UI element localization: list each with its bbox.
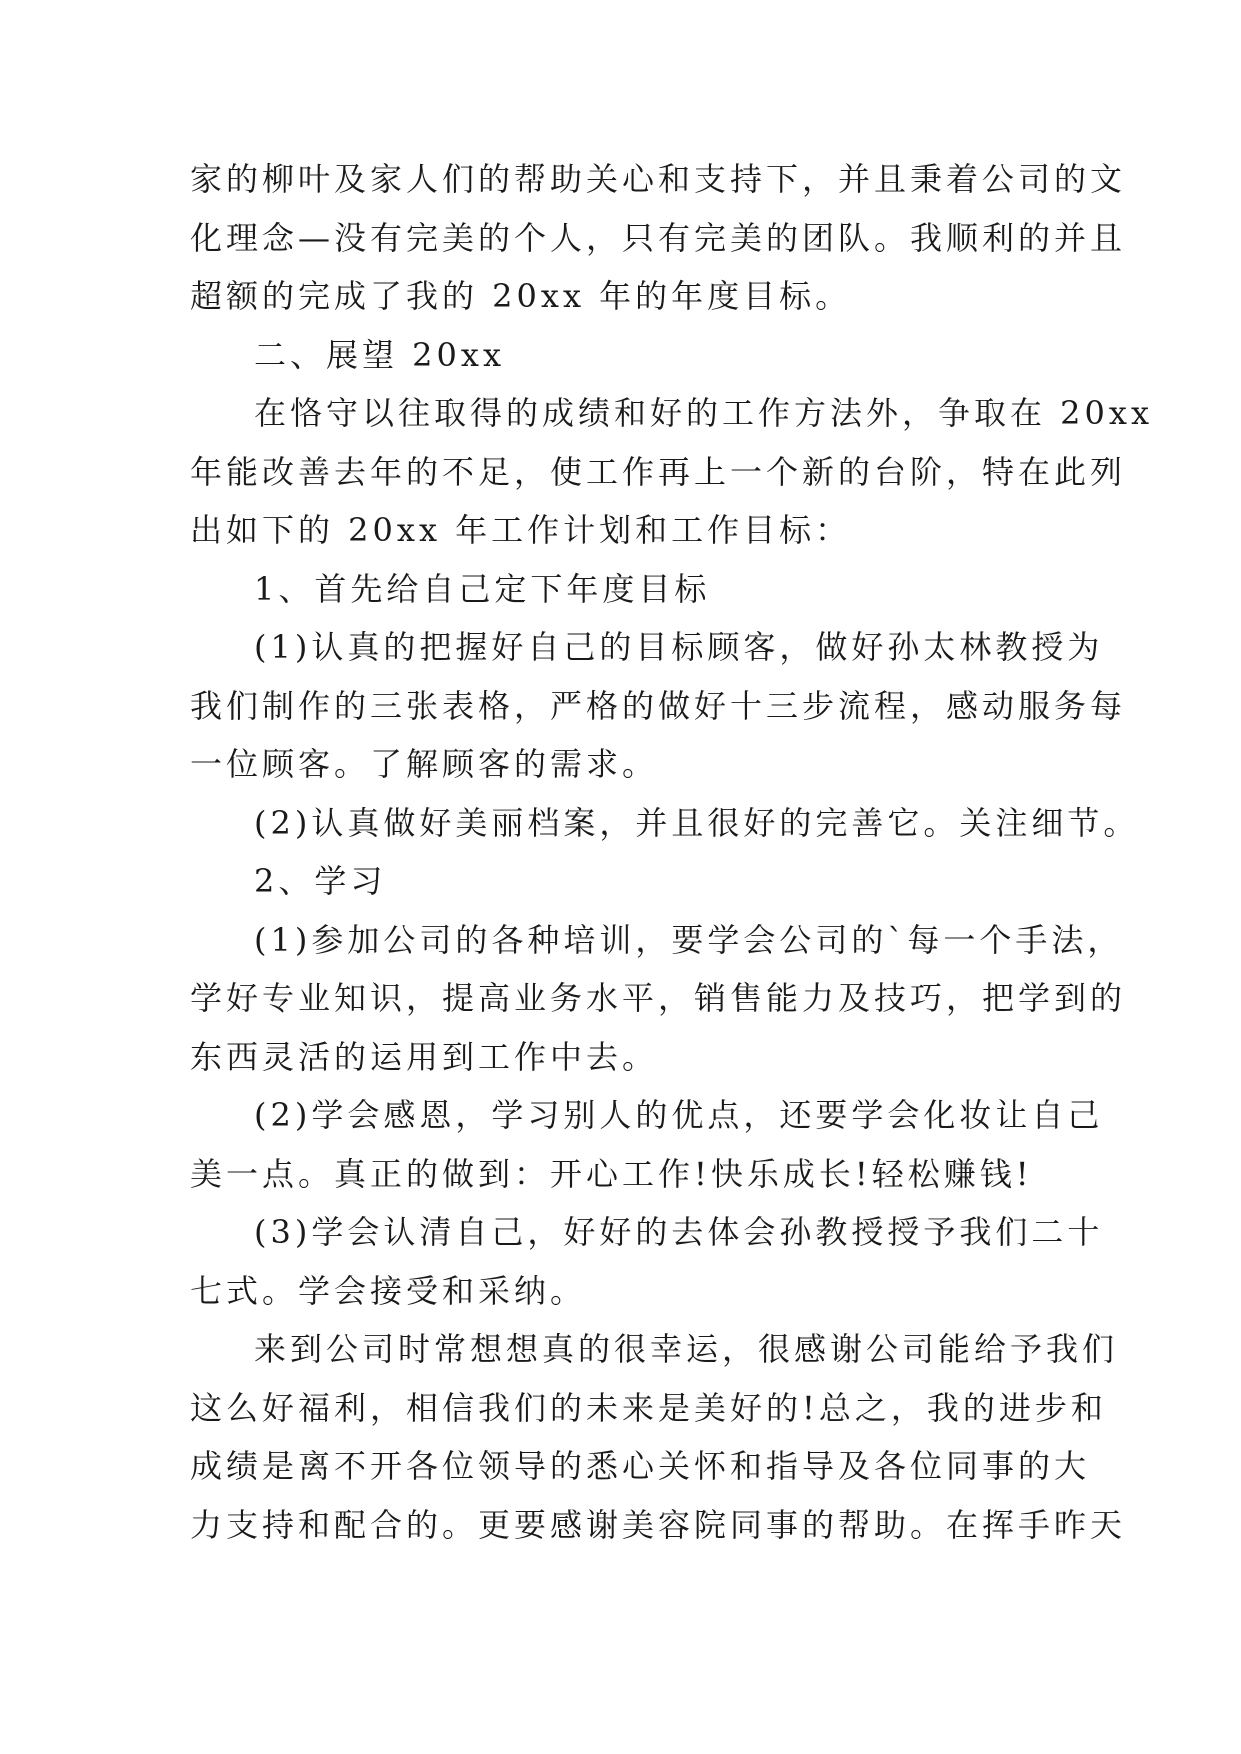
text-line: (1)认真的把握好自己的目标顾客，做好孙太林教授为 [254,628,1104,666]
text-line: 美一点。真正的做到：开心工作!快乐成长!轻松赚钱! [190,1154,1033,1193]
text-line: 在恪守以往取得的成绩和好的工作方法外，争取在 20xx [254,394,1153,432]
text-line: 1、首先给自己定下年度目标 [254,569,711,608]
text-line: 成绩是离不开各位领导的悉心关怀和指导及各位同事的大 [190,1447,1091,1485]
text-line: 学好专业知识，提高业务水平，销售能力及技巧，把学到的 [190,979,1127,1017]
text-line: 这么好福利，相信我们的未来是美好的!总之，我的进步和 [190,1388,1107,1427]
text-line: 东西灵活的运用到工作中去。 [190,1037,659,1076]
text-line: 化理念—没有完美的个人，只有完美的团队。我顺利的并且 [190,218,1127,257]
text-line: 我们制作的三张表格，严格的做好十三步流程，感动服务每 [190,686,1127,725]
text-line: (2)学会感恩，学习别人的优点，还要学会化妆让自己 [254,1096,1104,1134]
document-page [190,150,1153,1554]
text-line: 2、学习 [254,862,387,900]
text-line: 年能改善去年的不足，使工作再上一个新的台阶，特在此列 [190,452,1127,491]
text-line: 七式。学会接受和采纳。 [190,1271,587,1310]
text-line: (1)参加公司的各种培训，要学会公司的`每一个手法， [254,920,1124,959]
text-line: 超额的完成了我的 20xx 年的年度目标。 [190,277,852,315]
text-line: 来到公司时常想想真的很幸运，很感谢公司能给予我们 [254,1330,1119,1368]
text-line: 力支持和配合的。更要感谢美容院同事的帮助。在挥手昨天 [190,1505,1127,1544]
text-line: 出如下的 20xx 年工作计划和工作目标： [190,511,852,549]
text-line: (3)学会认清自己，好好的去体会孙教授授予我们二十 [254,1213,1104,1251]
text-line: (2)认真做好美丽档案，并且很好的完善它。关注细节。 [254,803,1140,842]
text-line: 家的柳叶及家人们的帮助关心和支持下，并且秉着公司的文 [190,160,1127,198]
text-line: 二、展望 20xx [254,335,505,374]
text-line: 一位顾客。了解顾客的需求。 [190,745,659,783]
